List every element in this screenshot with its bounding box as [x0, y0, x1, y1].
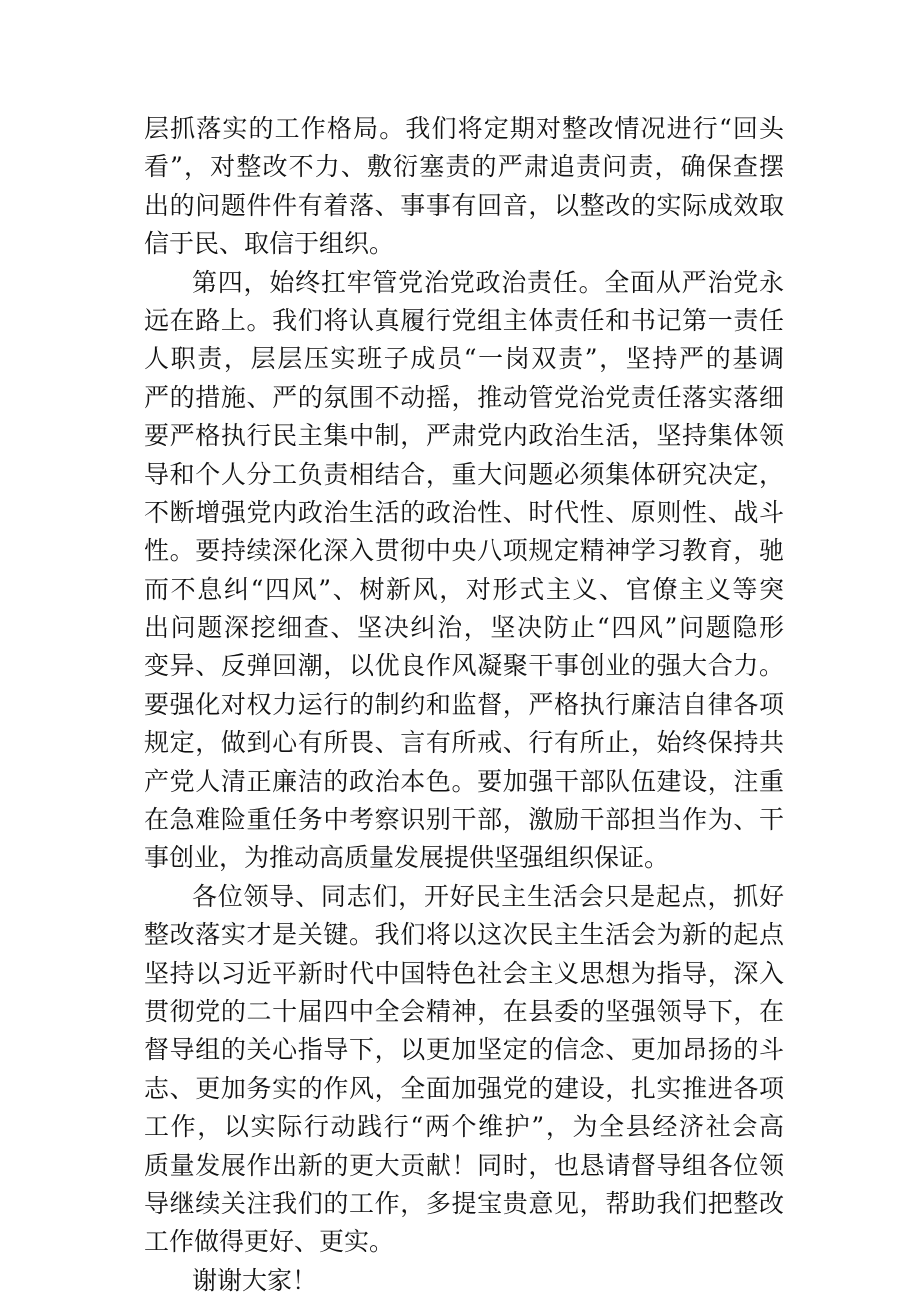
text-line: 各位领导、同志们，开好民主生活会只是起点，抓好 — [192, 881, 784, 911]
text-line: 要强化对权力运行的制约和监督，严格执行廉洁自律各项 — [144, 689, 784, 719]
text-line: 严的措施、严的氛围不动摇，推动管党治党责任落实落细 — [144, 382, 784, 412]
text-line: 导和个人分工负责相结合，重大问题必须集体研究决定， — [144, 459, 784, 489]
text-line: 工作，以实际行动践行“两个维护”，为全县经济社会高 — [144, 1112, 784, 1142]
text-line: 人职责，层层压实班子成员“一岗双责”，坚持严的基调 — [144, 344, 784, 374]
text-line: 第四，始终扛牢管党治党政治责任。全面从严治党永 — [192, 267, 784, 297]
text-line: 变异、反弹回潮，以优良作风凝聚干事创业的强大合力。 — [144, 651, 784, 681]
text-line: 要严格执行民主集中制，严肃党内政治生活，坚持集体领 — [144, 421, 784, 451]
text-line: 而不息纠“四风”、树新风，对形式主义、官僚主义等突 — [144, 574, 784, 604]
text-line: 督导组的关心指导下，以更加坚定的信念、更加昂扬的斗 — [144, 1035, 784, 1065]
text-line: 导继续关注我们的工作，多提宝贵意见，帮助我们把整改 — [144, 1188, 784, 1218]
text-line: 事创业，为推动高质量发展提供坚强组织保证。 — [144, 843, 670, 873]
text-line: 坚持以习近平新时代中国特色社会主义思想为指导，深入 — [144, 958, 784, 988]
text-line: 信于民、取信于组织。 — [144, 229, 395, 259]
text-line: 质量发展作出新的更大贡献！同时，也恳请督导组各位领 — [144, 1150, 784, 1180]
text-line: 看”，对整改不力、敷衍塞责的严肃追责问责，确保查摆 — [144, 152, 784, 182]
document-body — [144, 110, 784, 1300]
text-line: 层抓落实的工作格局。我们将定期对整改情况进行“回头 — [144, 114, 784, 143]
text-line: 远在路上。我们将认真履行党组主体责任和书记第一责任 — [144, 305, 784, 335]
text-line: 产党人清正廉洁的政治本色。要加强干部队伍建设，注重 — [144, 766, 784, 796]
text-line: 在急难险重任务中考察识别干部，激励干部担当作为、干 — [144, 805, 784, 835]
text-line: 出问题深挖细查、坚决纠治，坚决防止“四风”问题隐形 — [144, 613, 784, 643]
text-line: 整改落实才是关键。我们将以这次民主生活会为新的起点 — [144, 920, 784, 950]
text-line: 不断增强党内政治生活的政治性、时代性、原则性、战斗 — [144, 497, 784, 527]
text-line: 谢谢大家！ — [192, 1265, 318, 1295]
text-line: 贯彻党的二十届四中全会精神，在县委的坚强领导下，在 — [144, 996, 784, 1026]
text-line: 性。要持续深化深入贯彻中央八项规定精神学习教育，驰 — [144, 536, 784, 566]
text-line: 出的问题件件有着落、事事有回音，以整改的实际成效取 — [144, 190, 784, 220]
text-line: 工作做得更好、更实。 — [144, 1227, 395, 1257]
text-line: 志、更加务实的作风，全面加强党的建设，扎实推进各项 — [144, 1073, 784, 1103]
text-line: 规定，做到心有所畏、言有所戒、行有所止，始终保持共 — [144, 728, 784, 758]
